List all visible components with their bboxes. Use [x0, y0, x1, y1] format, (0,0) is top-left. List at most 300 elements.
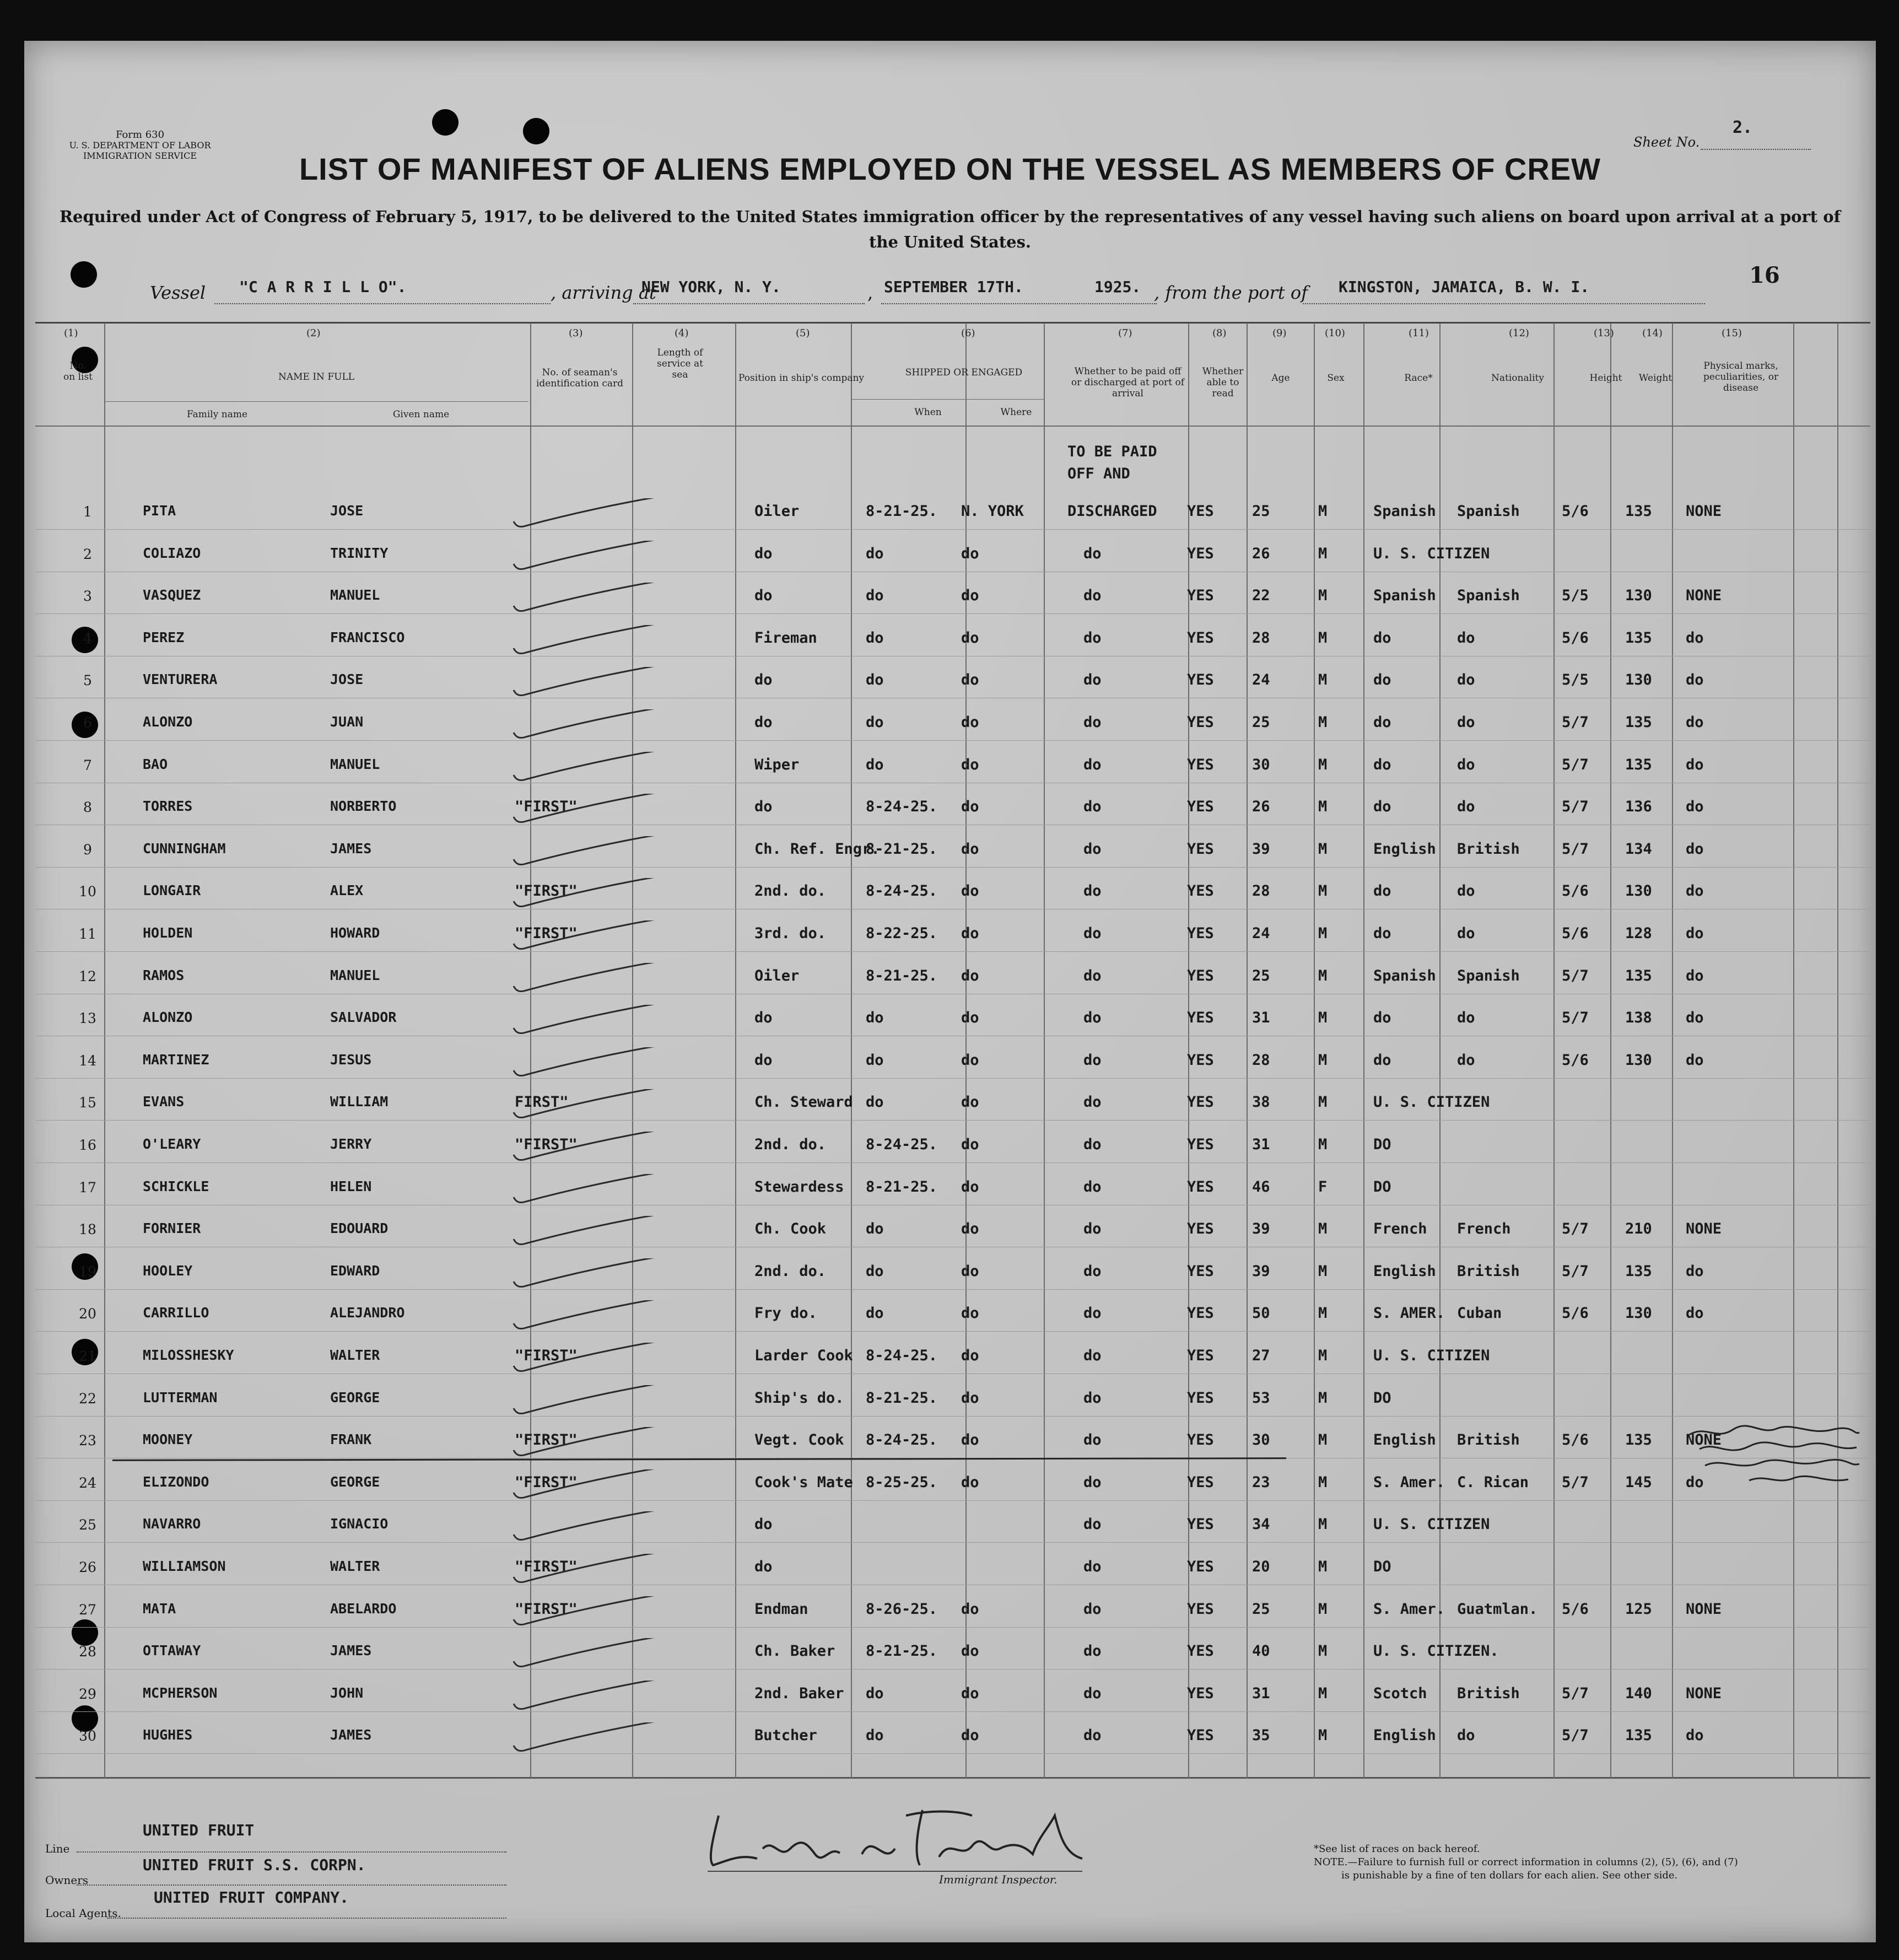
cell-pos: Wiper: [754, 756, 800, 773]
cell-race: Scotch: [1373, 1684, 1427, 1702]
cell-race: do: [1373, 925, 1391, 942]
cell-age: 23: [1252, 1473, 1270, 1491]
cell-height: 5/5: [1562, 671, 1589, 689]
row-rule: [35, 1753, 1870, 1754]
cell-race: do: [1373, 671, 1391, 689]
cell-nat: Spanish: [1457, 503, 1520, 520]
cell-when: do: [866, 629, 884, 647]
cell-race: Spanish: [1373, 503, 1436, 520]
cell-read: YES: [1187, 671, 1214, 689]
cell-age: 28: [1252, 882, 1270, 900]
cell-read: YES: [1187, 1431, 1214, 1449]
check-mark: [509, 1174, 675, 1218]
cell-sex: M: [1318, 1051, 1328, 1069]
cell-when: do: [866, 587, 884, 605]
cell-given: MANUEL: [330, 967, 380, 983]
cell-when: do: [866, 1262, 884, 1280]
cell-sex: M: [1318, 629, 1328, 647]
inspector-label: Immigrant Inspector.: [939, 1873, 1058, 1886]
cell-family: TORRES: [143, 798, 193, 815]
check-mark: [509, 1511, 675, 1555]
cell-race: French: [1373, 1220, 1427, 1238]
cell-race: do: [1373, 629, 1391, 647]
cell-no: 29: [79, 1686, 96, 1702]
punch-hole: [432, 109, 458, 136]
cell-height: 5/7: [1562, 840, 1589, 858]
sheet-label: Sheet No.: [1633, 134, 1700, 150]
cell-when: 8-21-25.: [866, 840, 938, 858]
cell-read: YES: [1187, 967, 1214, 984]
column-rule: [1044, 323, 1045, 1778]
cell-pos: Oiler: [754, 503, 800, 520]
column-rule: [965, 323, 967, 1778]
cell-where: do: [961, 1094, 979, 1111]
cell-no: 3: [83, 588, 92, 605]
manifest-title: LIST OF MANIFEST OF ALIENS EMPLOYED ON THE VESSEL AS MEMBERS OF CREW: [299, 152, 1601, 186]
cell-height: 5/7: [1562, 1009, 1589, 1027]
cell-paid: do: [1083, 798, 1102, 816]
cell-race: U. S. CITIZEN: [1373, 1516, 1490, 1533]
cell-family: FORNIER: [143, 1220, 201, 1237]
check-mark: [509, 1343, 675, 1387]
cell-sex: M: [1318, 1727, 1328, 1744]
cell-no: 27: [79, 1601, 96, 1618]
cell-read: YES: [1187, 1643, 1214, 1660]
cell-given: SALVADOR: [330, 1009, 397, 1026]
cell-paid: do: [1083, 1305, 1102, 1322]
cell-when: 8-21-25.: [866, 1178, 938, 1196]
cell-given: IGNACIO: [330, 1516, 389, 1532]
cell-nat: C. Rican: [1457, 1473, 1529, 1491]
cell-phys: do: [1686, 1262, 1704, 1280]
table-bottom-rule: [35, 1777, 1870, 1779]
check-mark: [509, 752, 675, 796]
cell-weight: 136: [1625, 798, 1652, 816]
cell-no: 2: [83, 546, 92, 562]
cell-pos: 2nd. do.: [754, 1262, 827, 1280]
cell-given: MANUEL: [330, 587, 380, 604]
cell-given: WILLIAM: [330, 1094, 389, 1110]
cell-height: 5/7: [1562, 756, 1589, 773]
cell-sex: M: [1318, 1136, 1328, 1153]
col-num-1: (1): [64, 327, 78, 339]
shipped-subrule: [851, 399, 1044, 400]
cell-paid: do: [1083, 1727, 1102, 1744]
cell-pos: Ch. Ref. Engr.: [754, 840, 880, 858]
form-number: Form 630: [115, 129, 165, 141]
cell-sex: M: [1318, 587, 1328, 605]
col-num-15: (15): [1722, 327, 1742, 339]
cell-family: HUGHES: [143, 1727, 193, 1743]
cell-family: EVANS: [143, 1094, 185, 1110]
cell-paid: do: [1083, 756, 1102, 773]
check-mark: [509, 1681, 675, 1725]
cell-age: 39: [1252, 840, 1270, 858]
cell-when: do: [866, 1684, 884, 1702]
cell-phys: do: [1686, 882, 1704, 900]
cell-sex: M: [1318, 1558, 1328, 1575]
cell-family: HOLDEN: [143, 925, 193, 941]
footer-note-3: is punishable by a fine of ten dollars for each alien. See other side.: [1341, 1870, 1678, 1881]
cell-paid: do: [1083, 629, 1102, 647]
cell-race: English: [1373, 840, 1436, 858]
cell-age: 30: [1252, 1431, 1270, 1449]
cell-where: do: [961, 1262, 979, 1280]
cell-pos: do: [754, 714, 773, 731]
cell-where: do: [961, 1643, 979, 1660]
col-num-13: (13): [1594, 327, 1614, 339]
col-num-11: (11): [1409, 327, 1429, 339]
cell-given: NORBERTO: [330, 798, 397, 815]
cell-sex: F: [1318, 1178, 1328, 1196]
cell-read: YES: [1187, 1305, 1214, 1322]
check-mark: [509, 1005, 675, 1049]
cell-family: OTTAWAY: [143, 1643, 201, 1659]
cell-sex: M: [1318, 882, 1328, 900]
cell-family: MATA: [143, 1600, 176, 1617]
col-header-no: No. on list: [63, 360, 93, 383]
cell-when: 8-21-25.: [866, 1389, 938, 1407]
cell-no: 28: [79, 1644, 96, 1660]
cell-weight: 135: [1625, 503, 1652, 520]
cell-read: YES: [1187, 1094, 1214, 1111]
row-rule: [35, 951, 1870, 952]
cell-sex: M: [1318, 1389, 1328, 1407]
cell-no: 18: [79, 1221, 96, 1238]
cell-paid: do: [1083, 587, 1102, 605]
date-underline: [881, 303, 1157, 304]
cell-read: YES: [1187, 756, 1214, 773]
cell-paid: do: [1083, 1220, 1102, 1238]
check-mark: [509, 498, 675, 542]
cell-when: 8-24-25.: [866, 1431, 938, 1449]
cell-paid: do: [1083, 714, 1102, 731]
cell-sex: M: [1318, 1643, 1328, 1660]
cell-family: SCHICKLE: [143, 1178, 209, 1194]
from-label: , from the port of: [1154, 282, 1308, 303]
cell-age: 25: [1252, 503, 1270, 520]
cell-nat: Spanish: [1457, 967, 1520, 984]
cell-age: 40: [1252, 1643, 1270, 1660]
cell-no: 9: [83, 841, 92, 858]
cell-read: YES: [1187, 1009, 1214, 1027]
sheet-number: 2.: [1733, 118, 1753, 137]
cell-card: "FIRST": [515, 1136, 578, 1153]
cell-height: 5/6: [1562, 1431, 1589, 1449]
cell-read: YES: [1187, 503, 1214, 520]
vessel-underline: [214, 303, 551, 304]
page-number: 16: [1749, 262, 1780, 288]
row-rule: [35, 613, 1870, 614]
cell-given: ALEX: [330, 882, 364, 899]
cell-pos: Ch. Cook: [754, 1220, 827, 1238]
cell-sex: M: [1318, 1220, 1328, 1238]
cell-phys: do: [1686, 1727, 1704, 1744]
owners-label: Owners: [45, 1873, 89, 1887]
paid-off-note-line2: OFF AND: [1067, 465, 1130, 482]
cell-pos: do: [754, 798, 773, 816]
cell-no: 13: [79, 1010, 96, 1027]
cell-nat: British: [1457, 1684, 1520, 1702]
cell-when: 8-24-25.: [866, 1347, 938, 1364]
cell-where: do: [961, 798, 979, 816]
check-mark: [509, 836, 675, 880]
cell-no: 11: [79, 926, 96, 942]
cell-family: ALONZO: [143, 714, 193, 730]
cell-sex: M: [1318, 756, 1328, 773]
check-mark: [509, 1047, 675, 1091]
manifest-sheet: [24, 41, 1876, 1942]
row-rule: [35, 740, 1870, 741]
cell-weight: 135: [1625, 1431, 1652, 1449]
cell-age: 53: [1252, 1389, 1270, 1407]
cell-race: do: [1373, 798, 1391, 816]
cell-weight: 210: [1625, 1220, 1652, 1238]
cell-when: do: [866, 545, 884, 562]
cell-no: 6: [83, 715, 92, 731]
line-underline: [77, 1851, 506, 1853]
cell-read: YES: [1187, 1347, 1214, 1364]
cell-pos: Larder Cook: [754, 1347, 853, 1364]
cell-card: "FIRST": [515, 1431, 578, 1449]
cell-read: YES: [1187, 1178, 1214, 1196]
col-num-8: (8): [1212, 327, 1227, 339]
check-mark: [509, 1300, 675, 1344]
cell-height: 5/6: [1562, 925, 1589, 942]
cell-where: do: [961, 1178, 979, 1196]
cell-race: do: [1373, 1051, 1391, 1069]
owners-value: UNITED FRUIT S.S. CORPN.: [143, 1856, 366, 1874]
cell-age: 31: [1252, 1684, 1270, 1702]
cell-race: DO: [1373, 1389, 1391, 1407]
cell-paid: do: [1083, 1643, 1102, 1660]
cell-nat: do: [1457, 798, 1475, 816]
cell-family: RAMOS: [143, 967, 185, 983]
cell-read: YES: [1187, 882, 1214, 900]
cell-no: 19: [79, 1263, 96, 1280]
inspector-underline: [708, 1871, 1082, 1872]
cell-card: "FIRST": [515, 1558, 578, 1575]
cell-family: VASQUEZ: [143, 587, 201, 604]
col-header-weight: Weight: [1638, 373, 1673, 384]
column-rule: [104, 323, 105, 1778]
cell-where: do: [961, 882, 979, 900]
cell-no: 22: [79, 1390, 96, 1407]
col-header-given: Given name: [392, 409, 450, 420]
cell-weight: 130: [1625, 671, 1652, 689]
check-mark: [509, 1427, 675, 1471]
cell-read: YES: [1187, 1684, 1214, 1702]
form-service: IMMIGRATION SERVICE: [83, 150, 197, 161]
cell-weight: 134: [1625, 840, 1652, 858]
cell-nat: do: [1457, 1727, 1475, 1744]
arrival-year: 1925.: [1094, 278, 1141, 296]
cell-card: "FIRST": [515, 925, 578, 942]
cell-family: PITA: [143, 503, 176, 519]
cell-race: U. S. CITIZEN: [1373, 545, 1490, 562]
cell-pos: do: [754, 545, 773, 562]
col-header-family: Family name: [186, 409, 248, 420]
cell-when: do: [866, 1051, 884, 1069]
cell-phys: do: [1686, 967, 1704, 984]
check-mark: [509, 541, 675, 585]
cell-given: TRINITY: [330, 545, 389, 561]
cell-phys: do: [1686, 756, 1704, 773]
cell-phys: do: [1686, 1009, 1704, 1027]
cell-phys: do: [1686, 1051, 1704, 1069]
cell-height: 5/7: [1562, 967, 1589, 984]
cell-where: do: [961, 671, 979, 689]
cell-read: YES: [1187, 1051, 1214, 1069]
cell-card: "FIRST": [515, 1600, 578, 1618]
cell-read: YES: [1187, 1600, 1214, 1618]
vessel-label: Vessel: [150, 282, 206, 303]
cell-age: 25: [1252, 1600, 1270, 1618]
cell-when: 8-22-25.: [866, 925, 938, 942]
check-mark: [509, 1596, 675, 1640]
cell-nat: do: [1457, 882, 1475, 900]
check-mark: [509, 1132, 675, 1176]
check-mark: [509, 667, 675, 711]
cell-given: JOHN: [330, 1684, 364, 1701]
cell-given: GEORGE: [330, 1389, 380, 1406]
punch-hole: [71, 261, 97, 288]
cell-race: English: [1373, 1727, 1436, 1744]
cell-read: YES: [1187, 1220, 1214, 1238]
cell-pos: do: [754, 1009, 773, 1027]
cell-phys: do: [1686, 1473, 1704, 1491]
cell-family: ELIZONDO: [143, 1473, 209, 1490]
cell-read: YES: [1187, 798, 1214, 816]
cell-paid: do: [1083, 967, 1102, 984]
cell-phys: do: [1686, 925, 1704, 942]
cell-family: MOONEY: [143, 1431, 193, 1448]
column-rule: [1247, 323, 1248, 1778]
cell-pos: do: [754, 671, 773, 689]
cell-sex: M: [1318, 1516, 1328, 1533]
cell-pos: do: [754, 587, 773, 605]
cell-paid: do: [1083, 1389, 1102, 1407]
col-num-6: (6): [961, 327, 975, 339]
cell-race: English: [1373, 1431, 1436, 1449]
cell-race: do: [1373, 1009, 1391, 1027]
col-header-height: Height: [1589, 373, 1622, 384]
cell-paid: do: [1083, 1431, 1102, 1449]
line-value: UNITED FRUIT: [143, 1821, 255, 1839]
col-num-4: (4): [675, 327, 689, 339]
col-num-10: (10): [1325, 327, 1345, 339]
cell-nat: do: [1457, 1009, 1475, 1027]
cell-weight: 135: [1625, 629, 1652, 647]
punch-hole: [72, 1619, 98, 1646]
col-header-physical: Physical marks, peculiarities, or disease: [1703, 360, 1779, 394]
row-rule: [35, 1162, 1870, 1163]
cell-sex: M: [1318, 1094, 1328, 1111]
cell-where: do: [961, 1305, 979, 1322]
cell-height: 5/6: [1562, 1600, 1589, 1618]
cell-nat: do: [1457, 756, 1475, 773]
cell-phys: do: [1686, 798, 1704, 816]
cell-given: ABELARDO: [330, 1600, 397, 1617]
cell-given: JOSE: [330, 671, 364, 688]
cell-paid: do: [1083, 1262, 1102, 1280]
column-rule: [1314, 323, 1315, 1778]
cell-phys: NONE: [1686, 1431, 1722, 1449]
table-top-rule: [35, 322, 1870, 324]
cell-pos: do: [754, 1558, 773, 1575]
cell-sex: M: [1318, 840, 1328, 858]
cell-age: 27: [1252, 1347, 1270, 1364]
cell-no: 15: [79, 1095, 96, 1111]
manifest-subtitle: Required under Act of Congress of February 5, 1917, to be delivered to the United States immigration officer by the representatives of any vessel having such aliens on board upon arrival at a port of the United States.: [59, 207, 1841, 251]
cell-card: FIRST": [515, 1094, 569, 1111]
cell-no: 4: [83, 630, 92, 647]
cell-phys: NONE: [1686, 503, 1722, 520]
cell-paid: do: [1083, 840, 1102, 858]
col-header-service: Length of service at sea: [657, 347, 703, 380]
cell-pos: 3rd. do.: [754, 925, 827, 942]
row-rule: [35, 867, 1870, 868]
cell-phys: NONE: [1686, 1220, 1722, 1238]
line-label: Line: [45, 1842, 70, 1855]
footer-note-2: NOTE.—Failure to furnish full or correct information in columns (2), (5), (6), and (7): [1314, 1856, 1738, 1868]
cell-pos: 2nd. Baker: [754, 1684, 844, 1702]
cell-height: 5/7: [1562, 1684, 1589, 1702]
col-header-id-card: No. of seaman's identification card: [536, 367, 624, 389]
cell-paid: do: [1083, 671, 1102, 689]
cell-no: 21: [79, 1348, 96, 1364]
column-rule: [1553, 323, 1555, 1778]
cell-read: YES: [1187, 1389, 1214, 1407]
cell-no: 7: [83, 757, 92, 773]
cell-sex: M: [1318, 671, 1328, 689]
col-header-age: Age: [1271, 373, 1290, 384]
cell-phys: do: [1686, 714, 1704, 731]
vessel-name: "C A R R I L L O".: [239, 278, 407, 296]
cell-where: do: [961, 587, 979, 605]
cell-nat: Guatmlan.: [1457, 1600, 1538, 1618]
cell-age: 28: [1252, 629, 1270, 647]
cell-where: do: [961, 1727, 979, 1744]
cell-height: 5/7: [1562, 1727, 1589, 1744]
cell-age: 24: [1252, 671, 1270, 689]
col-header-race: Race*: [1404, 373, 1433, 384]
cell-where: do: [961, 1009, 979, 1027]
cell-where: do: [961, 545, 979, 562]
cell-pos: Endman: [754, 1600, 808, 1618]
cell-where: do: [961, 925, 979, 942]
cell-sex: M: [1318, 967, 1328, 984]
cell-where: N. YORK: [961, 503, 1024, 520]
row-rule: [35, 529, 1870, 530]
row-rule: [35, 1331, 1870, 1332]
owners-underline: [77, 1884, 506, 1886]
cell-family: COLIAZO: [143, 545, 201, 561]
col-header-name: NAME IN FULL: [278, 371, 355, 383]
cell-age: 26: [1252, 798, 1270, 816]
cell-card: "FIRST": [515, 882, 578, 900]
cell-where: do: [961, 1136, 979, 1153]
row-rule: [35, 1500, 1870, 1501]
cell-family: O'LEARY: [143, 1136, 201, 1152]
cell-age: 31: [1252, 1009, 1270, 1027]
cell-nat: British: [1457, 840, 1520, 858]
cell-where: do: [961, 1389, 979, 1407]
agents-underline: [107, 1918, 506, 1919]
cell-age: 38: [1252, 1094, 1270, 1111]
col-header-shipped: SHIPPED OR ENGAGED: [905, 367, 1023, 378]
cell-where: do: [961, 967, 979, 984]
